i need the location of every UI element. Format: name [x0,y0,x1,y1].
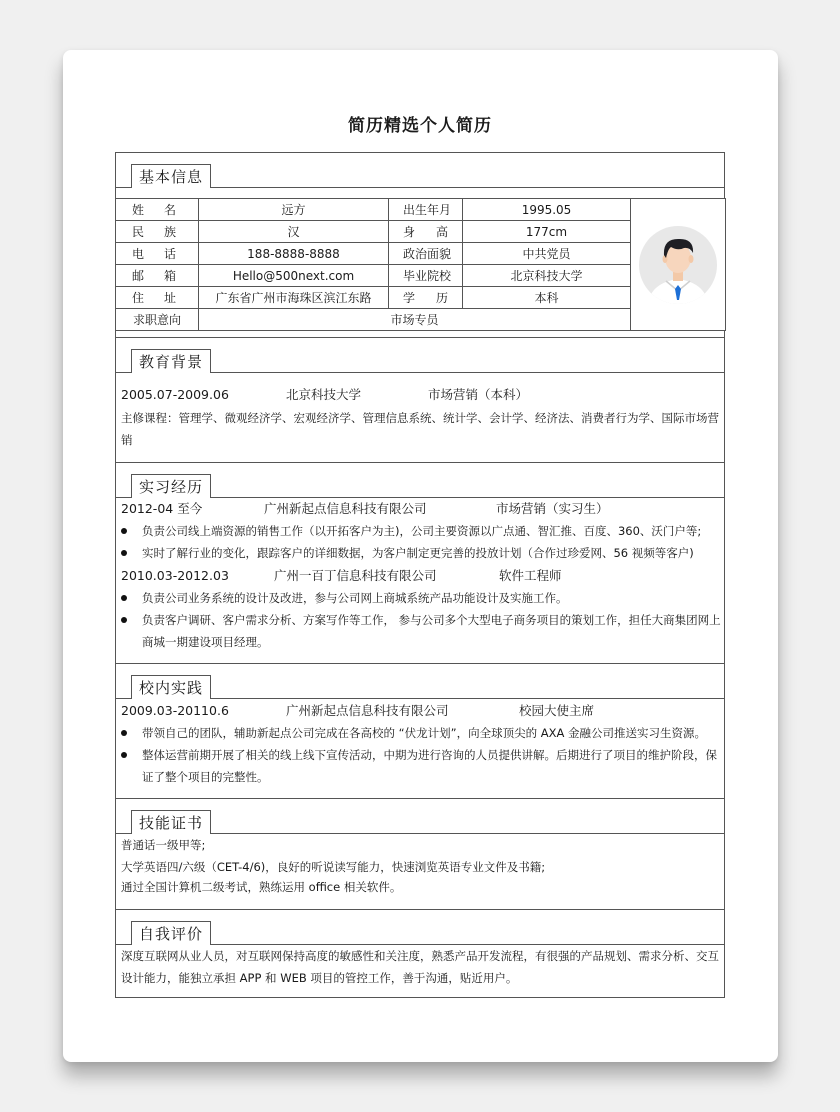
bullet-icon [121,617,127,623]
label-ethnicity: 民 族 [116,221,199,243]
value-political: 中共党员 [463,243,631,265]
value-address: 广东省广州市海珠区滨江东路 [199,287,389,309]
bullet-text: 负责公司业务系统的设计及改进，参与公司网上商城系统产品功能设计及实施工作。 [142,591,568,605]
divider [115,909,725,910]
divider [115,663,725,664]
edu-period: 2005.07-2009.06 [121,387,229,402]
value-ethnicity: 汉 [199,221,389,243]
label-email: 邮 箱 [116,265,199,287]
list-item [121,520,721,542]
photo-cell [631,199,726,331]
label-address: 住 址 [116,287,199,309]
section-title-self: 自我评价 [131,921,211,945]
bullet-icon [121,595,127,601]
value-birth: 1995.05 [463,199,631,221]
divider [115,462,725,463]
value-height: 177cm [463,221,631,243]
value-email: Hello@500next.com [199,265,389,287]
bullet-icon [121,752,127,758]
list-item [121,587,721,609]
campus-period: 2009.03-20110.6 [121,703,229,718]
edu-major: 市场营销（本科） [428,387,529,402]
label-degree: 学 历 [389,287,463,309]
table-row [116,199,726,221]
job2-period: 2010.03-2012.03 [121,568,229,583]
bullet-icon [121,550,127,556]
basic-info-table [115,198,726,331]
section-title-skills: 技能证书 [131,810,211,834]
label-height: 身 高 [389,221,463,243]
label-birth: 出生年月 [389,199,463,221]
bullet-text: 负责公司线上端资源的销售工作（以开拓客户为主)，公司主要资源以广点通、智汇推、百度、360、沃门户等; [142,524,702,538]
page-title: 简历精选个人简历 [348,116,492,136]
job2-company: 广州一百丁信息科技有限公司 [274,568,437,583]
label-intent: 求职意向 [116,309,199,331]
label-name: 姓 名 [116,199,199,221]
list-item [121,609,721,653]
value-intent: 市场专员 [199,309,631,331]
divider [115,337,725,338]
label-political: 政治面貌 [389,243,463,265]
skill-line: 普通话一级甲等; [121,838,206,852]
edu-school: 北京科技大学 [286,387,362,402]
label-phone: 电 话 [116,243,199,265]
label-school: 毕业院校 [389,265,463,287]
section-title-campus: 校内实践 [131,675,211,699]
bullet-text: 负责客户调研、客户需求分析、方案写作等工作， 参与公司多个大型电子商务项目的策划工作，担任大商集团网上商城一期建设项目经理。 [142,613,721,649]
value-degree: 本科 [463,287,631,309]
job1-period: 2012-04 至今 [121,501,203,516]
bullet-icon [121,730,127,736]
list-item [121,722,721,744]
section-title-basic: 基本信息 [131,164,211,188]
skill-line: 通过全国计算机二级考试，熟练运用 office 相关软件。 [121,880,402,894]
avatar-icon [638,225,718,305]
list-item [121,744,721,788]
bullet-icon [121,528,127,534]
job1-company: 广州新起点信息科技有限公司 [264,501,427,516]
divider [115,798,725,799]
self-evaluation-text: 深度互联网从业人员，对互联网保持高度的敏感性和关注度，熟悉产品开发流程，有很强的产品规划、需求分析、交互设计能力，能独立承担 APP 和 WEB 项目的管控工作，善于沟通，贴近用户。 [121,949,719,985]
bullet-text: 实时了解行业的变化，跟踪客户的详细数据，为客户制定更完善的投放计划（合作过珍爱网、56 视频等客户) [142,546,694,560]
campus-role: 校园大使主席 [519,703,595,718]
value-name: 远方 [199,199,389,221]
bullet-text: 带领自己的团队，辅助新起点公司完成在各高校的 “伏龙计划”，向全球顶尖的 AXA 金融公司推送实习生资源。 [142,726,706,740]
value-phone: 188-8888-8888 [199,243,389,265]
job1-role: 市场营销（实习生） [496,501,609,516]
job2-role: 软件工程师 [499,568,562,583]
edu-courses: 主修课程：管理学、微观经济学、宏观经济学、管理信息系统、统计学、会计学、经济法、消费者行为学、国际市场营销 [121,411,719,447]
campus-company: 广州新起点信息科技有限公司 [286,703,449,718]
bullet-text: 整体运营前期开展了相关的线上线下宣传活动，中期为进行咨询的人员提供讲解。后期进行了项目的维护阶段，保证了整个项目的完整性。 [142,748,717,784]
section-title-education: 教育背景 [131,349,211,373]
value-school: 北京科技大学 [463,265,631,287]
list-item [121,542,721,564]
skill-line: 大学英语四/六级（CET-4/6)，良好的听说读写能力，快速浏览英语专业文件及书籍; [121,860,546,874]
section-title-internship: 实习经历 [131,474,211,498]
